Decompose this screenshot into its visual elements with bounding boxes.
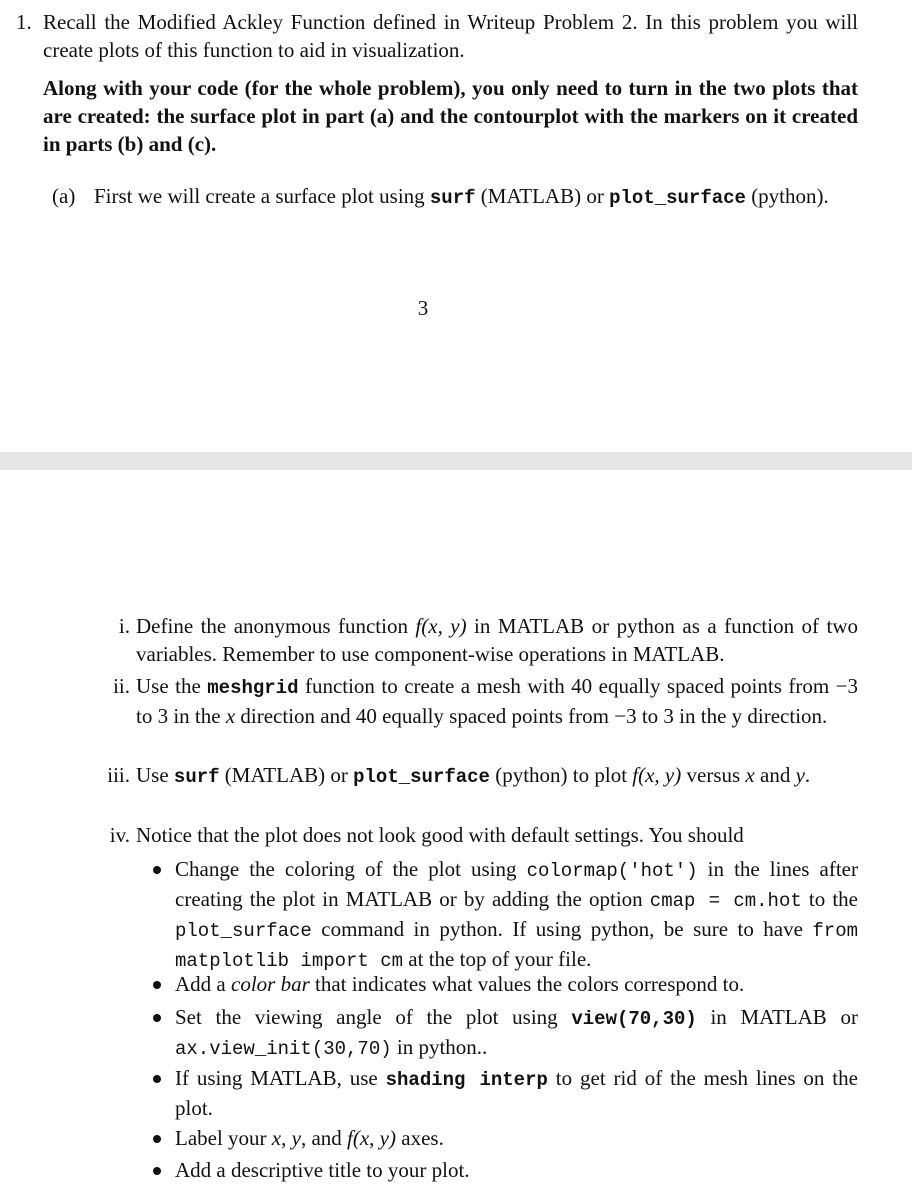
- math-x: x: [271, 1126, 282, 1150]
- text-run: Change the coloring of the plot using: [175, 857, 527, 881]
- text-run: in python..: [391, 1035, 488, 1059]
- text-run: ) or: [318, 763, 354, 787]
- text-run: or: [826, 1005, 858, 1029]
- bullet-title-text: Add a descriptive title to your plot.: [175, 1158, 470, 1182]
- text-run: .: [804, 763, 811, 787]
- text-run: If using: [175, 1066, 251, 1090]
- text-run: Label your: [175, 1126, 272, 1150]
- text-run: (: [219, 763, 232, 787]
- text-run: (: [475, 184, 488, 208]
- problem-intro: Recall the Modified Ackley Function defined in Writeup Problem 2. In this problem you will create plots of this function to aid in visualization.: [43, 10, 858, 62]
- text-run: , use: [336, 1066, 386, 1090]
- text-run: , and: [300, 1126, 348, 1150]
- bullet-labels-text: [175, 1124, 858, 1152]
- matlab-term: MATLAB: [740, 1005, 827, 1029]
- math-x: x: [225, 704, 236, 728]
- code-plot-surface: plot_surface: [609, 187, 746, 209]
- text-run: function to create a mesh with 40 equally spaced points from −3 to 3 in the: [136, 674, 858, 728]
- page-number: 3: [417, 296, 429, 320]
- text-run: and: [754, 763, 796, 787]
- code-meshgrid: meshgrid: [207, 677, 299, 699]
- bullet-view-text: [175, 1003, 858, 1063]
- text-run: to the: [801, 887, 858, 911]
- item-i-label: i.: [118, 614, 130, 638]
- text-run: First we will create a surface plot using: [94, 184, 430, 208]
- part-a-text: [94, 182, 858, 212]
- text-run: versus: [681, 763, 746, 787]
- matlab-term: MATLAB: [345, 887, 433, 911]
- code-shading-interp: shading interp: [385, 1069, 548, 1091]
- bullet-colormap-text: [175, 855, 858, 975]
- text-run: Set the viewing angle of the plot using: [175, 1005, 572, 1029]
- text-run: at the top of your file.: [403, 947, 592, 971]
- code-surf: surf: [173, 766, 220, 788]
- code-colormap: colormap('hot'): [526, 860, 698, 882]
- page-top: [0, 0, 912, 452]
- matlab-term: MATLAB: [632, 642, 720, 666]
- item-ii-label: ii.: [113, 674, 130, 698]
- item-iv-label: iv.: [109, 823, 130, 847]
- matlab-term: MATLAB: [487, 184, 575, 208]
- text-run: Add a: [175, 972, 231, 996]
- bullet-colorbar-text: [175, 970, 858, 998]
- text-run: direction and 40 equally spaced points from −3 to 3 in the y direction.: [235, 704, 828, 728]
- text-run: axes.: [396, 1126, 444, 1150]
- matlab-term: MATLAB: [497, 614, 585, 638]
- code-plot-surface: plot_surface: [175, 920, 312, 942]
- code-cmap: cmap = cm.hot: [649, 890, 802, 912]
- bullet-shading-text: [175, 1064, 858, 1122]
- text-run: in the lines after creating the plot in: [175, 857, 858, 911]
- math-fxy: f(x, y): [415, 614, 467, 638]
- code-view: view(70,30): [571, 1008, 697, 1030]
- problem-number: 1.: [16, 10, 32, 34]
- math-y: y: [291, 1126, 301, 1150]
- text-run: command in python. If using python, be sure to have: [311, 917, 813, 941]
- text-run: (python) to plot: [489, 763, 633, 787]
- text-run: in: [466, 614, 498, 638]
- bullet-icon: [153, 1167, 161, 1175]
- code-plot-surface: plot_surface: [353, 766, 490, 788]
- part-a-label: (a): [52, 184, 76, 208]
- text-run: ) or: [574, 184, 610, 208]
- math-fxy: f(x, y): [347, 1126, 396, 1150]
- page-separator: [0, 452, 912, 470]
- item-iii-text: [136, 761, 858, 791]
- text-run: to get rid of the mesh lines on the plot.: [175, 1066, 858, 1120]
- matlab-term: MATLAB: [250, 1066, 337, 1090]
- matlab-term: MATLAB: [231, 763, 319, 787]
- text-run: ,: [281, 1126, 292, 1150]
- text-run: Define the anonymous function: [136, 614, 416, 638]
- bullet-icon: [153, 1135, 161, 1143]
- math-y: y: [795, 763, 805, 787]
- bullet-icon: [153, 981, 161, 989]
- turn-in-note: Along with your code (for the whole problem), you only need to turn in the two plots that are created: the surface plot in part (a) and the contourplot with the markers on it created in parts (b) and (c).: [43, 76, 858, 156]
- item-iii-label: iii.: [107, 763, 130, 787]
- math-fxy: f(x, y): [632, 763, 682, 787]
- code-surf: surf: [429, 187, 476, 209]
- text-run: or by adding the option: [432, 887, 650, 911]
- code-import-cm: from matplotlib import cm: [175, 920, 858, 972]
- emphasis-color-bar: color bar: [231, 972, 310, 996]
- text-run: Use: [136, 763, 174, 787]
- code-view-init: ax.view_init(30,70): [175, 1038, 392, 1060]
- text-run: (python).: [745, 184, 829, 208]
- text-run: Use the: [136, 674, 208, 698]
- bullet-icon: [153, 866, 161, 874]
- text-run: or python as a function of two variables. Remember to use component-wise operations in: [136, 614, 858, 666]
- item-ii-text: [136, 672, 858, 730]
- bullet-icon: [153, 1075, 161, 1083]
- text-run: that indicates what values the colors correspond to.: [309, 972, 745, 996]
- bullet-icon: [153, 1014, 161, 1022]
- text-run: in: [696, 1005, 741, 1029]
- item-i-text: [136, 612, 858, 668]
- text-run: .: [719, 642, 725, 666]
- math-x: x: [745, 763, 755, 787]
- item-iv-text: Notice that the plot does not look good with default settings. You should: [136, 823, 744, 847]
